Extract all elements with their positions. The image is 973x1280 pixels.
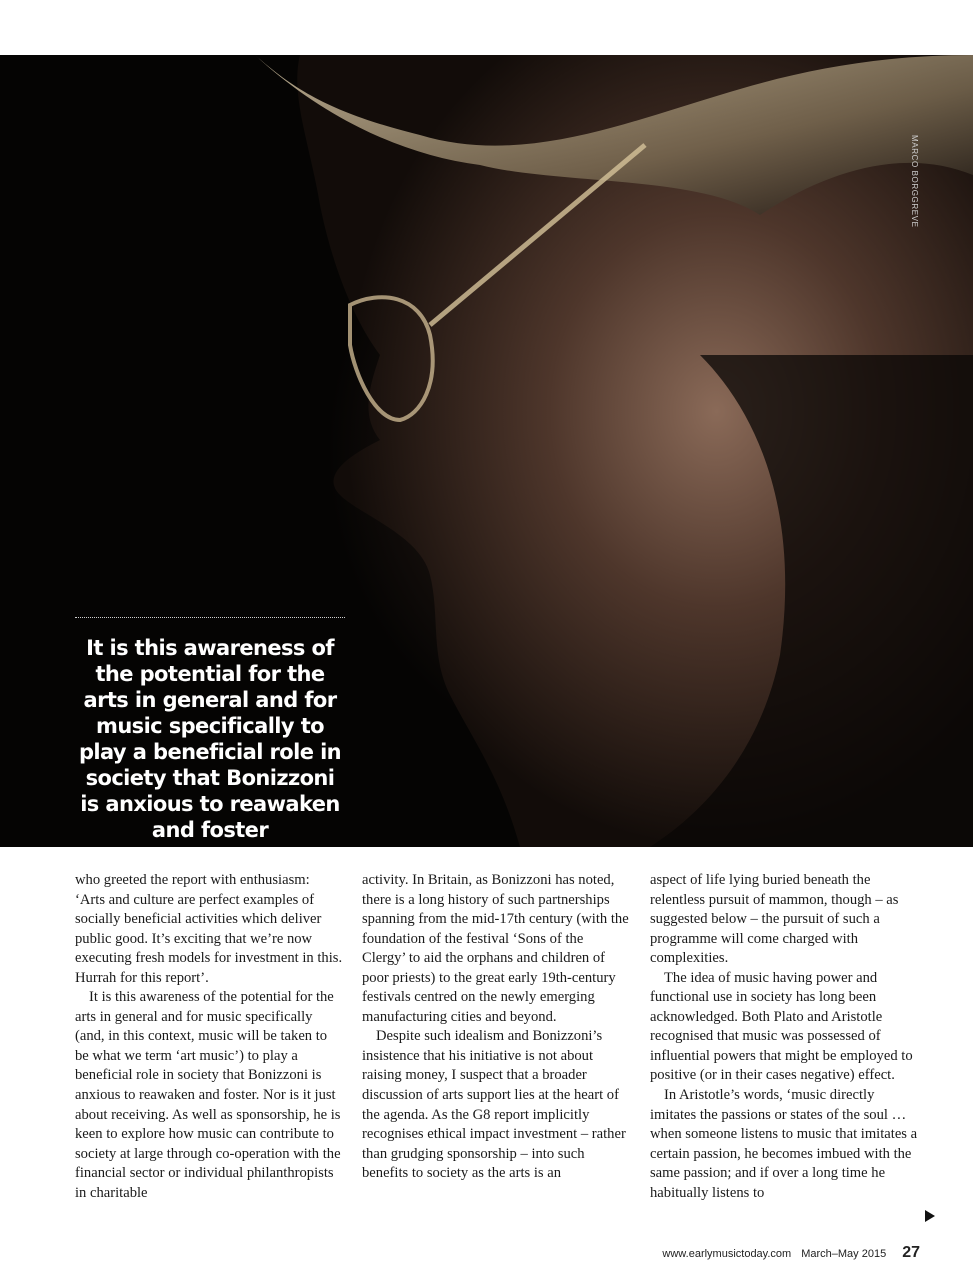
paragraph: aspect of life lying buried beneath the relentless pursuit of mammon, though – as suggested below – the pursuit of such a programme will come charged with complexities. — [650, 872, 899, 967]
page-footer — [662, 1244, 920, 1262]
paragraph: activity. In Britain, as Bonizzoni has noted, there is a long history of such partnerships spanning from the mid-17th century (with the foundation of the festival ‘Sons of the Clergy’ to aid the orphans and children of poor priests) to the great early 19th-century festivals centred on the newly emerging manufacturing cities and beyond. — [362, 872, 629, 1025]
paragraph: who greeted the report with enthusiasm: ‘Arts and culture are perfect examples of socially beneficial activities which deliver public good. It’s exciting that we’re now executing fresh models for investment in this. Hurrah for this report’. — [75, 872, 343, 986]
text-column-2 — [362, 871, 630, 1231]
text-column-3 — [650, 871, 918, 1231]
page-number: 27 — [902, 1244, 920, 1261]
photo-credit: MARCO BORGGREVE — [910, 135, 919, 228]
arrow-right-icon — [925, 1210, 935, 1222]
paragraph: The idea of music having power and functional use in society has long been acknowledged. Both Plato and Aristotle recognised that music was possessed of influential powers that might be employed to positive (or in their cases negative) effect. — [650, 969, 913, 1084]
pull-quote — [75, 617, 345, 847]
paragraph: In Aristotle’s words, ‘music directly imitates the passions or states of the soul … when someone listens to music that imitates a certain passion, he becomes imbued with the same passion; and if over a long time he habitually listens to — [650, 1087, 918, 1201]
pull-quote-text: It is this awareness of the potential for the arts in general and for music specifically to play a beneficial role in society that Bonizzoni is anxious to reawaken and foster — [78, 636, 342, 842]
text-column-1 — [75, 871, 343, 1231]
paragraph: Despite such idealism and Bonizzoni’s insistence that his initiative is not about raising money, I suspect that a broader discussion of arts support lies at the heart of the agenda. As the G8 report implicitly recognises ethical impact investment – rather than grudging sponsorship – into such benefits to society as the arts is an — [362, 1028, 626, 1182]
hero-photo — [0, 55, 973, 847]
paragraph: It is this awareness of the potential for the arts in general and for music specifically (and, in this context, music will be taken to be what we term ‘art music’) to play a beneficial role in society that Bonizzoni is anxious to reawaken and foster. Nor is it just about receiving. As well as sponsorship, he is keen to explore how music can contribute to society at large through co-operation with the financial sector or individual philanthropists in charitable — [75, 989, 341, 1201]
footer-issue-date: March–May 2015 — [801, 1248, 887, 1260]
footer-url: www.earlymusictoday.com — [662, 1248, 792, 1260]
